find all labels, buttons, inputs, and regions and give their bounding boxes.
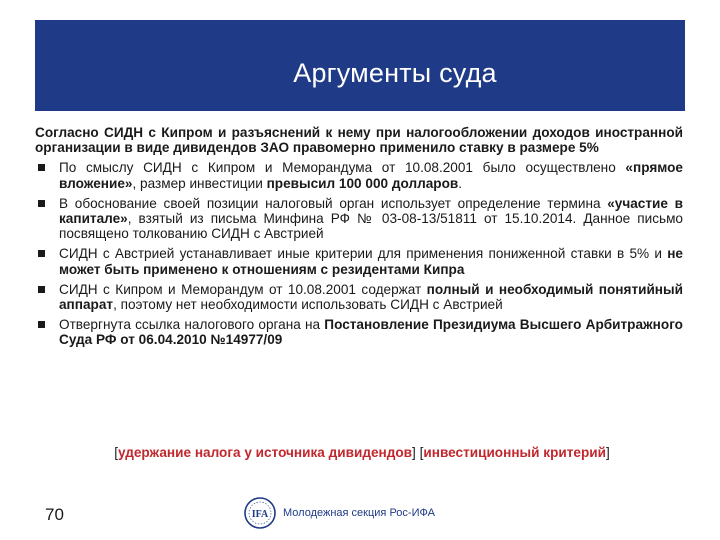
- body-text: СИДН с Австрией устанавливает иные критерии для применения пониженной ставки в 5% и: [59, 246, 668, 262]
- tag-item: инвестиционный критерий: [423, 445, 606, 460]
- emphasis-text: не может быть применено к отношениям с резидентами Кипра: [59, 246, 683, 277]
- square-bullet-icon: [38, 250, 45, 257]
- emphasis-text: Постановление Президиума Высшего Арбитражного Суда РФ от 06.04.2010 №14977/09: [59, 317, 683, 348]
- organization-name: Молодежная секция Рос-ИФА: [283, 507, 435, 519]
- slide-title: Аргументы суда: [293, 58, 497, 88]
- body-text: Отвергнута ссылка налогового органа на: [59, 317, 325, 333]
- page-number: 70: [45, 505, 64, 524]
- slide-body: [35, 125, 683, 348]
- tag-item: удержание налога у источника дивидендов: [118, 445, 413, 460]
- emphasis-text: превысил 100 000 долларов: [266, 175, 459, 191]
- argument-item: [35, 317, 683, 347]
- ifa-logo-icon: [243, 496, 277, 530]
- body-text: , поэтому нет необходимости использовать СИДН с Австрией: [113, 297, 503, 313]
- tags-line: [удержание налога у источника дивидендов] [инвестиционный критерий]: [114, 445, 610, 460]
- body-text: .: [458, 175, 463, 191]
- body-text: По смыслу СИДН с Кипром и Меморандума от 10.08.2001 было осуществлено: [59, 160, 626, 176]
- argument-item: [35, 282, 683, 312]
- emphasis-text: «участие в капитале»: [59, 195, 683, 227]
- body-text: СИДН с Кипром и Меморандум от 10.08.2001 содержат: [59, 281, 427, 297]
- square-bullet-icon: [38, 286, 45, 293]
- argument-list: [35, 160, 683, 347]
- square-bullet-icon: [38, 164, 45, 171]
- title-banner: [35, 20, 685, 111]
- logo-lettering: IFA: [251, 509, 269, 520]
- argument-item: [35, 246, 683, 276]
- intro-paragraph: Согласно СИДН с Кипром и разъяснений к нему при налогообложении доходов иностранной организации в виде дивидендов ЗАО правомерно применило ставку в размере 5%: [35, 125, 683, 156]
- body-text: В обоснование своей позиции налоговый орган использует определение термина: [59, 195, 608, 211]
- square-bullet-icon: [38, 200, 45, 207]
- body-text: , взятый из письма Минфина РФ № 03-08-13/51811 от 15.10.2014. Данное письмо посвящено толкованию СИДН с Австрией: [59, 211, 683, 242]
- argument-item: [35, 160, 683, 190]
- emphasis-text: полный и необходимый понятийный аппарат: [59, 281, 683, 313]
- square-bullet-icon: [38, 321, 45, 328]
- body-text: , размер инвестиции: [132, 175, 267, 191]
- argument-item: [35, 196, 683, 242]
- emphasis-text: «прямое вложение»: [59, 160, 683, 191]
